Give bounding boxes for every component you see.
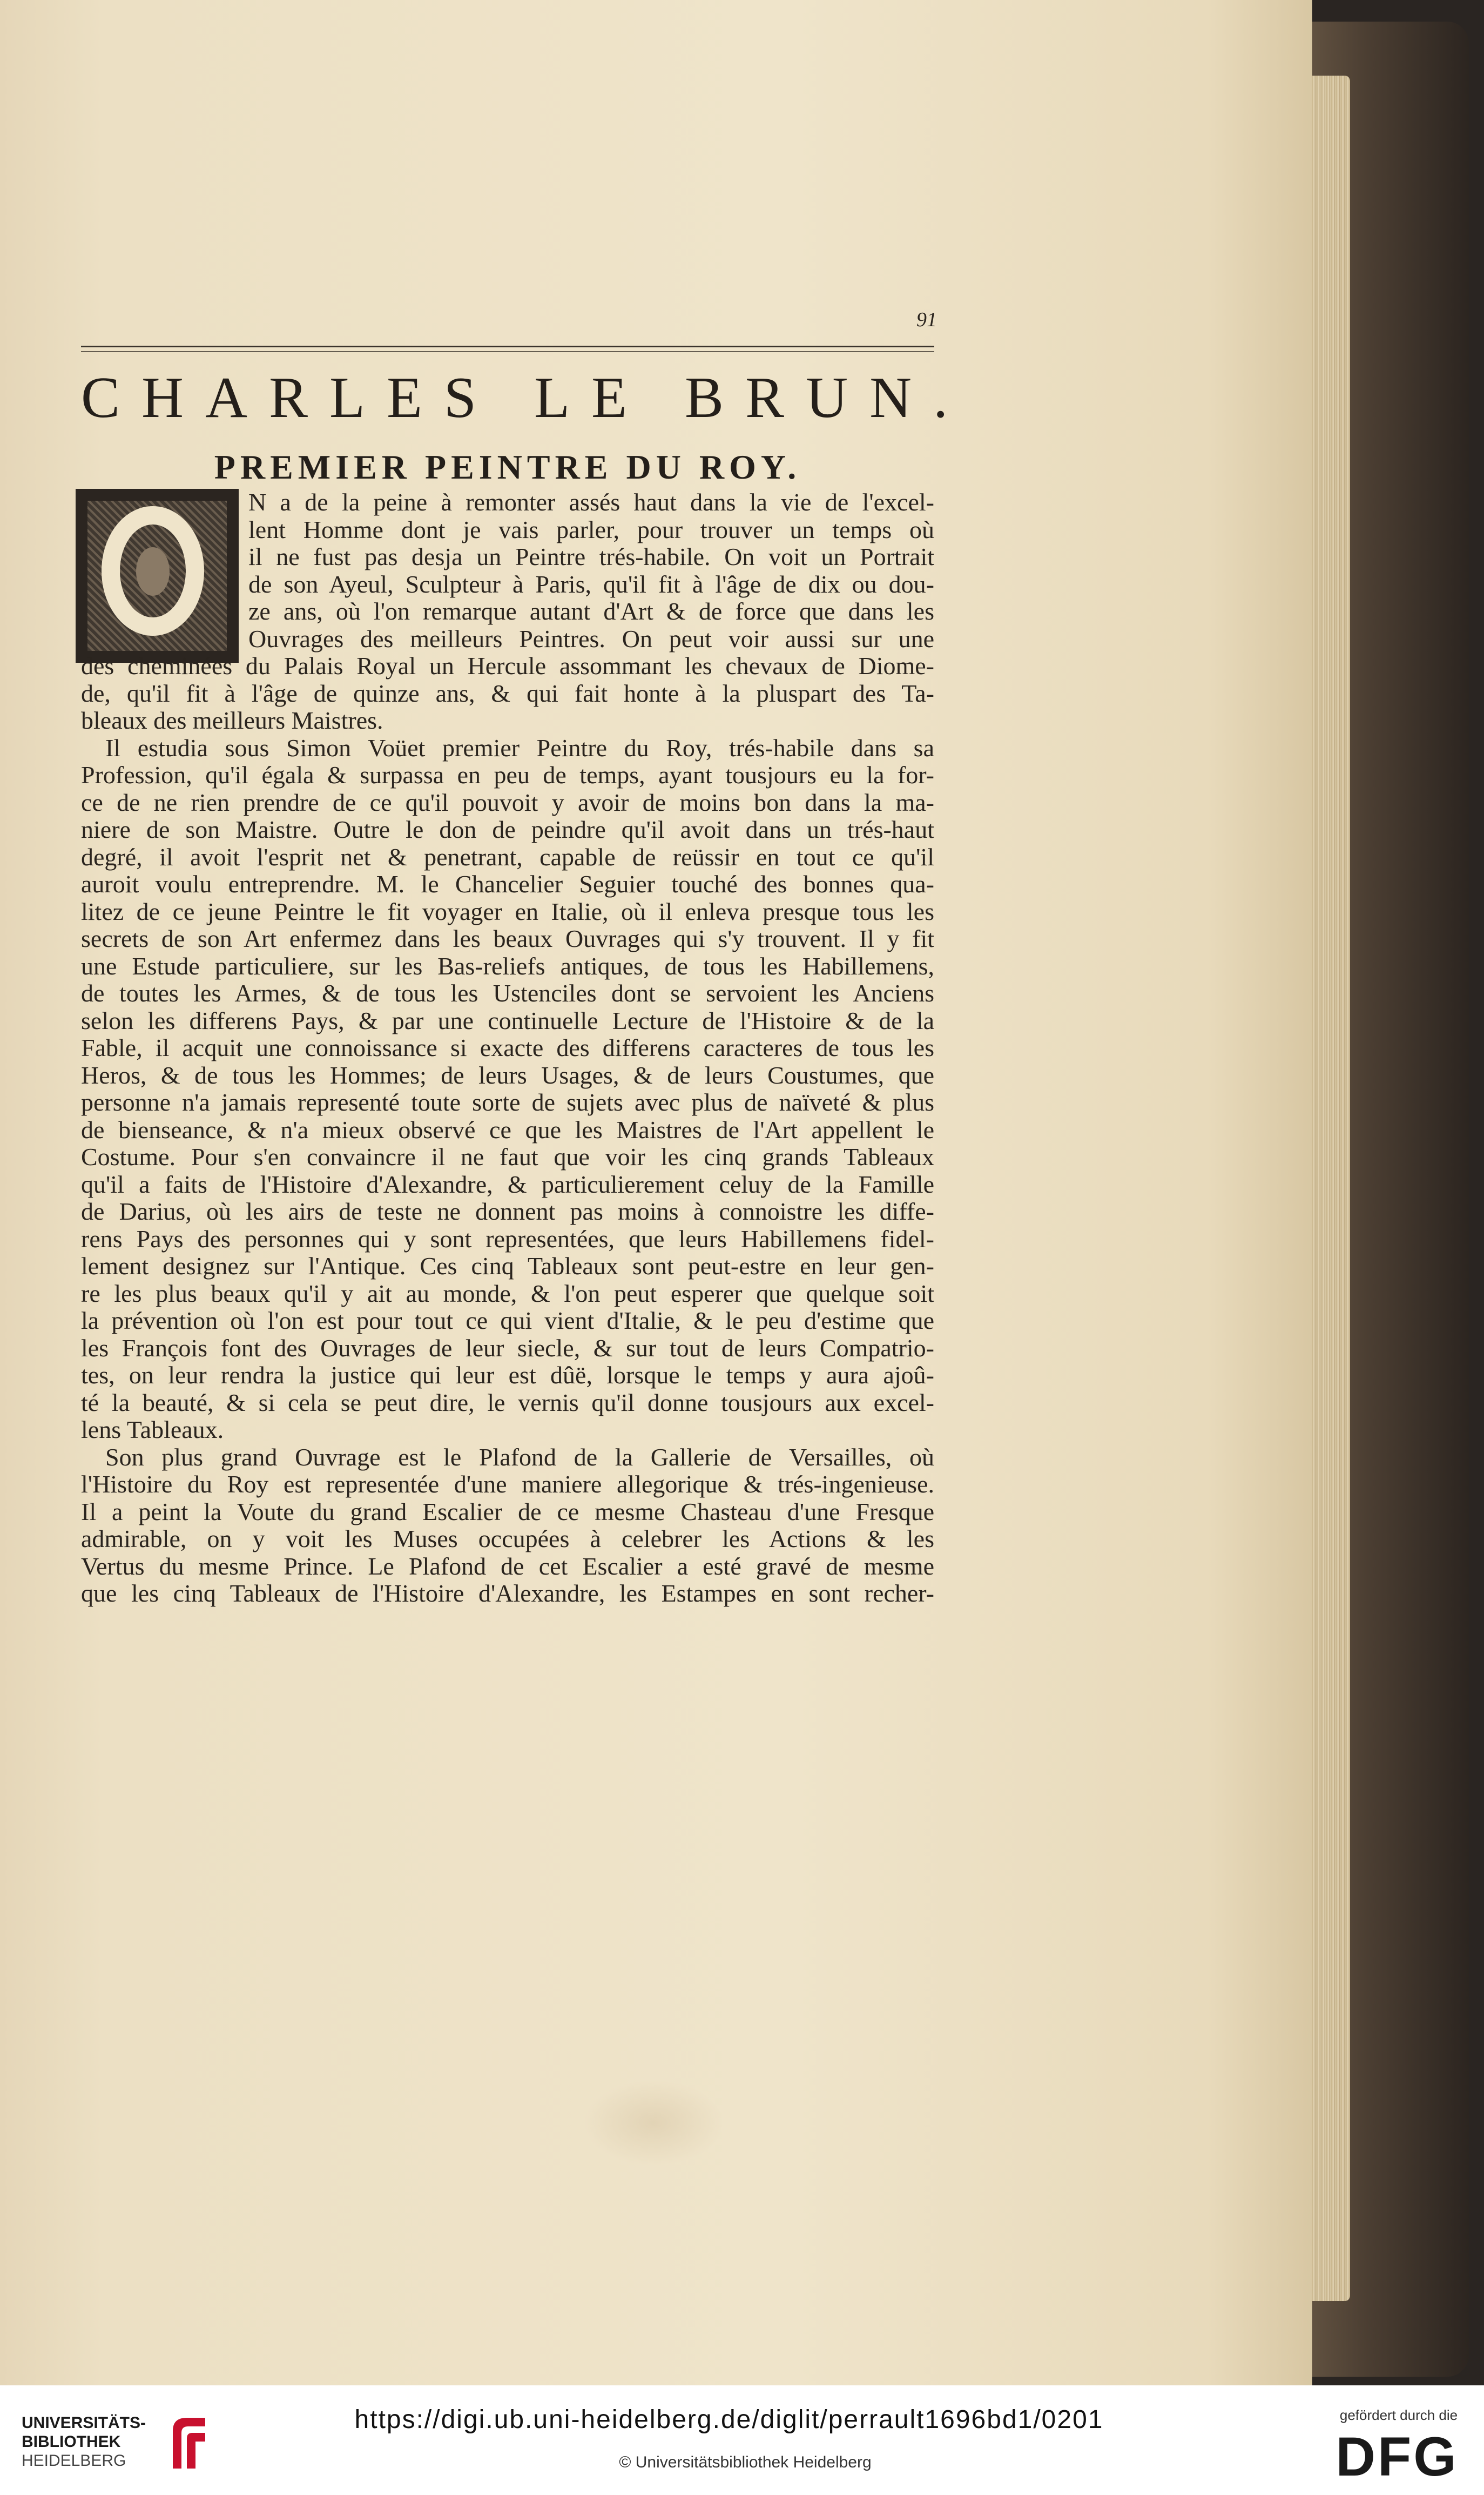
text-line: té la beauté, & si cela se peut dire, le vernis qu'il donne tousjours aux excel- [81,1389,934,1416]
text-line: de bienseance, & n'a mieux observé ce que les Maistres de l'Art appellent le [81,1116,934,1144]
dfg-logo[interactable]: DFG [1335,2426,1459,2487]
page-number: 91 [916,308,937,331]
text-line: degré, il avoit l'esprit net & penetrant, capable de reüssir en tout ce qu'il [81,843,934,871]
text-line: personne n'a jamais representé toute sorte de sujets avec plus de naïveté & plus [81,1089,934,1116]
body-text [81,489,934,1608]
text-line: Profession, qu'il égala & surpassa en peu de temps, ayant tousjours eu la for- [81,762,934,789]
text-line: ze ans, où l'on remarque autant d'Art & de force que dans les [248,598,934,625]
copyright-notice: © Universitätsbibliothek Heidelberg [619,2453,872,2471]
text-line: lement designez sur l'Antique. Ces cinq Tableaux sont peut-estre en leur gen- [81,1253,934,1280]
text-line: les François font des Ouvrages de leur siecle, & sur tout de leurs Compatrio- [81,1334,934,1362]
text-line: Fable, il acquit une connoissance si exacte des differens caracteres de tous les [81,1034,934,1061]
library-name [22,2413,162,2470]
text-line: que les cinq Tableaux de l'Histoire d'Alexandre, les Estampes en sont recher- [81,1580,934,1607]
text-line: rens Pays des personnes qui y sont representées, que leurs Habillemens fidel- [81,1225,934,1253]
text-line: N a de la peine à remonter assés haut dans la vie de l'excel- [248,489,934,516]
text-line: selon les differens Pays, & par une continuelle Lecture de l'Histoire & de la [81,1007,934,1034]
library-logo[interactable] [22,2413,211,2473]
text-line: de son Ayeul, Sculpteur à Paris, qu'il fit à l'âge de dix ou dou- [248,570,934,598]
text-line: lent Homme dont je vais parler, pour trouver un temps où [248,516,934,543]
library-name-line-1: UNIVERSITÄTS- [22,2414,146,2432]
text-line: qu'il a faits de l'Histoire d'Alexandre, & particulierement celuy de la Famille [81,1171,934,1198]
text-line: de, qu'il fit à l'âge de quinze ans, & qui fait honte à la pluspart des Ta- [81,680,934,707]
text-line: Costume. Pour s'en convaincre il ne faut que voir les cinq grands Tableaux [81,1144,934,1171]
funding-caption: gefördert durch die [1339,2407,1458,2423]
text-line: Heros, & de tous les Hommes; de leurs Usages, & de leurs Coustumes, que [81,1061,934,1089]
page-stain [583,2080,724,2166]
text-line: de Darius, où les airs de teste ne donnent pas moins à connoistre les diffe- [81,1198,934,1225]
permalink-url[interactable]: https://digi.ub.uni-heidelberg.de/diglit/perrault1696bd1/0201 [354,2405,1104,2434]
text-line: l'Histoire du Roy est representée d'une maniere allegorique & trés-ingenieuse. [81,1471,934,1498]
viewer-footer [0,2385,1484,2495]
text-line: bleaux des meilleurs Maistres. [81,707,383,734]
text-line: la prévention où l'on est pour tout ce qui vient d'Italie, & le peu d'estime que [81,1307,934,1334]
chapter-title: CHARLES LE BRUN. [81,366,970,430]
library-name-line-2: BIBLIOTHEK [22,2433,121,2451]
text-line: secrets de son Art enfermez dans les beaux Ouvrages qui s'y trouvent. Il y fit [81,925,934,952]
text-line: litez de ce jeune Peintre le fit voyager en Italie, où il enleva presque tous les [81,898,934,925]
text-line: une Estude particuliere, sur les Bas-reliefs antiques, de tous les Habillemens, [81,952,934,980]
header-rule-thin [81,351,934,352]
text-line: tes, on leur rendra la justice qui leur est dûë, lorsque le temps y aura ajoû- [81,1362,934,1389]
text-line: il ne fust pas desja un Peintre trés-habile. On voit un Portrait [248,543,934,570]
text-line: re les plus beaux qu'il y ait au monde, & l'on peut esperer que quelque soit [81,1280,934,1307]
text-line: Vertus du mesme Prince. Le Plafond de cet Escalier a esté gravé de mesme [81,1552,934,1580]
text-line: de toutes les Armes, & de tous les Ustenciles dont se servoient les Anciens [81,980,934,1007]
text-line: niere de son Maistre. Outre le don de peindre qu'il avoit dans un trés-haut [81,816,934,843]
library-emblem-icon [167,2415,211,2472]
text-line: des cheminées du Palais Royal un Hercule assommant les chevaux de Diome- [81,653,934,680]
text-line: ce de ne rien prendre de ce qu'il pouvoit y avoir de moins bon dans la ma- [81,789,934,816]
text-line: Il estudia sous Simon Voüet premier Peintre du Roy, trés-habile dans sa [105,734,934,762]
text-line: Il a peint la Voute du grand Escalier de ce mesme Chasteau d'une Fresque [81,1498,934,1525]
text-line: admirable, on y voit les Muses occupées à celebrer les Actions & les [81,1525,934,1552]
text-line: Ouvrages des meilleurs Peintres. On peut voir aussi sur une [248,625,934,653]
text-line: lens Tableaux. [81,1416,224,1443]
header-rule [81,346,934,347]
chapter-subtitle: PREMIER PEINTRE DU ROY. [214,448,801,486]
text-line: auroit voulu entreprendre. M. le Chancelier Seguier touché des bonnes qua- [81,871,934,898]
text-line: Son plus grand Ouvrage est le Plafond de la Gallerie de Versailles, où [105,1443,934,1471]
library-name-line-3: HEIDELBERG [22,2452,126,2470]
